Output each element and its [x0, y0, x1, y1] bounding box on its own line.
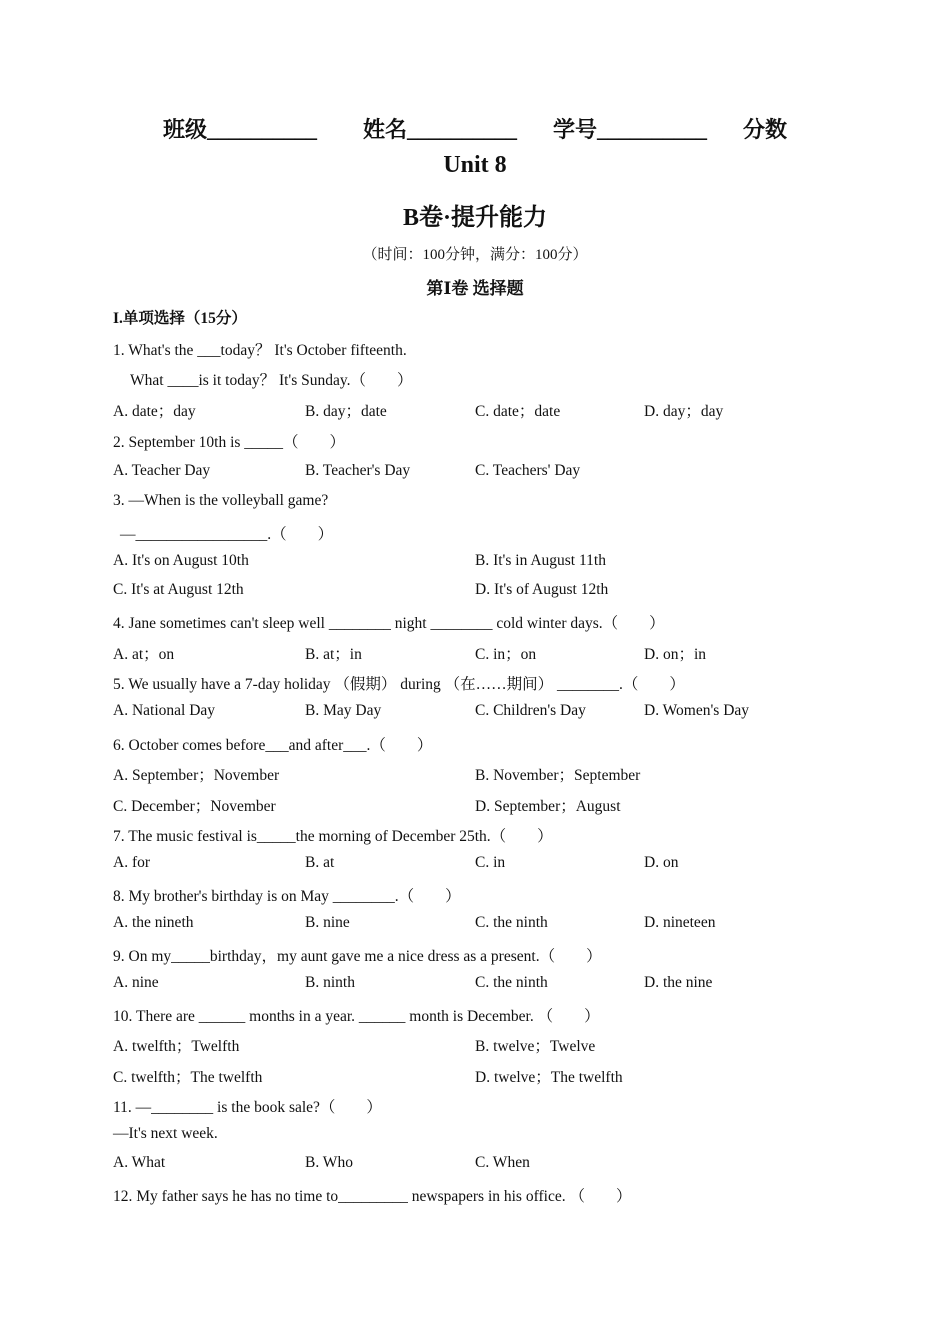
- option: A. September；November: [113, 767, 280, 784]
- option: D. September；August: [475, 798, 621, 815]
- option: B. Teacher's Day: [305, 462, 411, 479]
- question-stem: 5. We usually have a 7-day holiday （假期） during （在……期间） ________.（ ）: [113, 676, 685, 693]
- option: A. It's on August 10th: [113, 552, 249, 569]
- option: D. day；day: [644, 403, 724, 420]
- class-field: 班级__________: [163, 117, 318, 142]
- option: C. December；November: [113, 798, 276, 815]
- option: A. twelfth；Twelfth: [113, 1038, 240, 1055]
- option: A. nine: [113, 974, 159, 991]
- option: C. When: [475, 1154, 530, 1171]
- option: A. the nineth: [113, 914, 194, 931]
- question-stem: 9. On my_____birthday，my aunt gave me a nice dress as a present.（ ）: [113, 948, 602, 965]
- student-number-field: 学号__________: [553, 117, 708, 142]
- option: D. the nine: [644, 974, 713, 991]
- option: A. date；day: [113, 403, 196, 420]
- option: A. National Day: [113, 702, 216, 719]
- option: C. in；on: [475, 646, 537, 663]
- option: B. It's in August 11th: [475, 552, 606, 569]
- option: B. November；September: [475, 767, 641, 784]
- score-field: 分数: [743, 117, 788, 142]
- question-stem-line2: —_________________.（ ）: [120, 526, 334, 543]
- option: C. Teachers' Day: [475, 462, 581, 479]
- option: C. the ninth: [475, 974, 548, 991]
- option: A. What: [113, 1154, 166, 1171]
- question-stem: 6. October comes before___and after___.（ ）: [113, 737, 433, 754]
- name-field: 姓名__________: [363, 117, 518, 142]
- option: B. May Day: [305, 702, 382, 719]
- section-title: I.单项选择（15分）: [113, 310, 247, 327]
- option: B. nine: [305, 914, 350, 931]
- option: C. It's at August 12th: [113, 581, 244, 598]
- question-stem: 1. What's the ___today？ It's October fifteenth.: [113, 342, 407, 359]
- page-subtitle: B卷·提升能力: [402, 205, 547, 231]
- time-note: （时间：100分钟，满分：100分）: [362, 247, 588, 263]
- option: C. date；date: [475, 403, 561, 420]
- option: B. ninth: [305, 974, 355, 991]
- option: D. twelve；The twelfth: [475, 1069, 623, 1086]
- question-stem-line2: What ____is it today？ It's Sunday.（ ）: [130, 372, 413, 389]
- option: B. day；date: [305, 403, 387, 420]
- option: B. twelve；Twelve: [475, 1038, 596, 1055]
- option: A. for: [113, 854, 151, 871]
- question-stem: 8. My brother's birthday is on May ________.（ ）: [113, 888, 461, 905]
- question-stem: 11. —________ is the book sale?（ ）: [113, 1099, 382, 1116]
- option: B. at；in: [305, 646, 362, 663]
- option: A. Teacher Day: [113, 462, 211, 479]
- option: B. Who: [305, 1154, 353, 1171]
- option: C. twelfth；The twelfth: [113, 1069, 263, 1086]
- option: C. the ninth: [475, 914, 548, 931]
- part-title: 第Ⅰ卷 选择题: [426, 279, 524, 298]
- page-title: Unit 8: [443, 152, 507, 178]
- question-stem: 10. There are ______ months in a year. ______ month is December. （ ）: [113, 1008, 600, 1025]
- question-stem: 3. —When is the volleyball game?: [113, 492, 329, 509]
- option: D. Women's Day: [644, 702, 750, 719]
- option: C. in: [475, 854, 506, 871]
- question-stem: 2. September 10th is _____（ ）: [113, 434, 346, 451]
- question-stem: 12. My father says he has no time to_________ newspapers in his office. （ ）: [113, 1188, 632, 1205]
- option: C. Children's Day: [475, 702, 586, 719]
- option: D. nineteen: [644, 914, 716, 931]
- question-stem: 4. Jane sometimes can't sleep well ________ night ________ cold winter days.（ ）: [113, 615, 665, 632]
- option: A. at；on: [113, 646, 175, 663]
- option: D. on: [644, 854, 679, 871]
- question-stem-line2: —It's next week.: [113, 1125, 218, 1142]
- option: D. It's of August 12th: [475, 581, 609, 598]
- option: D. on；in: [644, 646, 707, 663]
- question-stem: 7. The music festival is_____the morning of December 25th.（ ）: [113, 828, 553, 845]
- option: B. at: [305, 854, 335, 871]
